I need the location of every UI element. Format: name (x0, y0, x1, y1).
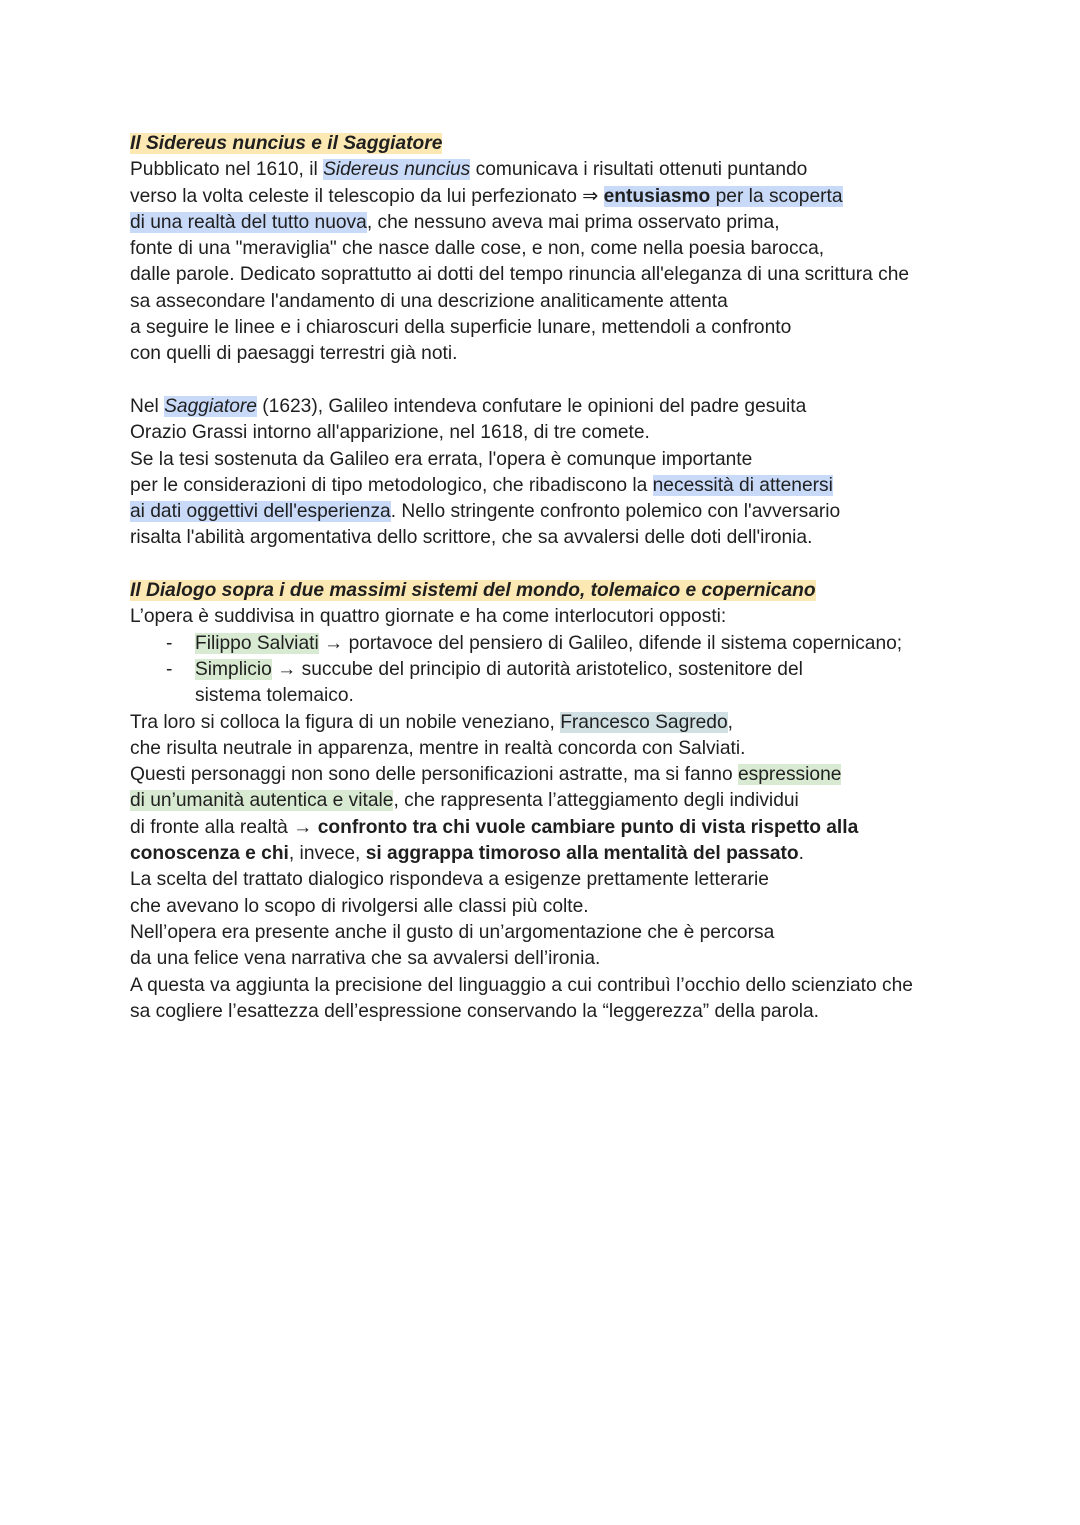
bullet-dash: - (166, 632, 173, 654)
highlight-dati-oggettivi: ai dati oggettivi dell'esperienza (130, 501, 391, 523)
paragraph-line: che risulta neutrale in apparenza, mentre in realtà concorda con Salviati. (130, 737, 746, 759)
highlight-necessita: necessità di attenersi (652, 474, 833, 496)
paragraph-line: L’opera è suddivisa in quattro giornate e ha come interlocutori opposti: (130, 606, 727, 628)
paragraph-line: da una felice vena narrativa che sa avvalersi dell’ironia. (130, 948, 601, 970)
highlight-umanita: di un’umanità autentica e vitale (130, 790, 394, 812)
paragraph-line: sa cogliere l’esattezza dell’espressione conservando la “leggerezza” della parola. (130, 1000, 820, 1022)
paragraph-line: La scelta del trattato dialogico rispondeva a esigenze prettamente letterarie (130, 869, 769, 891)
list-item: - Filippo Salviati → portavoce del pensiero di Galileo, difende il sistema copernicano; (130, 631, 960, 657)
highlight-sidereus-nuncius: Sidereus nuncius (323, 159, 471, 181)
paragraph-line: Questi personaggi non sono delle personificazioni astratte, ma si fanno espressione (130, 764, 842, 786)
paragraph-line: Tra loro si colloca la figura di un nobile veneziano, Francesco Sagredo, (130, 711, 733, 733)
paragraph-line: di una realtà del tutto nuova, che nessuno aveva mai prima osservato prima, (130, 211, 780, 233)
section-3-title: Il Dialogo sopra i due massimi sistemi del mondo, tolemaico e copernicano (130, 580, 816, 602)
paragraph-line: fonte di una "meraviglia" che nasce dalle cose, e non, come nella poesia barocca, (130, 238, 825, 260)
paragraph-line: sa assecondare l'andamento di una descrizione analiticamente attenta (130, 290, 728, 312)
paragraph-line: Nel Saggiatore (1623), Galileo intendeva confutare le opinioni del padre gesuita (130, 395, 807, 417)
highlight-salviati: Filippo Salviati (195, 632, 319, 654)
paragraph-line: verso la volta celeste il telescopio da lui perfezionato ⇒ entusiasmo per la scoperta (130, 185, 843, 207)
paragraph-line: Orazio Grassi intorno all'apparizione, nel 1618, di tre comete. (130, 422, 650, 444)
list-item: - Simplicio → succube del principio di autorità aristotelico, sostenitore del (130, 657, 960, 683)
paragraph-line: per le considerazioni di tipo metodologico, che ribadiscono la necessità di attenersi (130, 474, 833, 496)
highlight-espressione: espressione (737, 764, 842, 786)
highlight-realta-nuova: di una realtà del tutto nuova (130, 211, 367, 233)
document-body (130, 131, 960, 1025)
paragraph-line: conoscenza e chi, invece, si aggrappa timoroso alla mentalità del passato. (130, 843, 804, 865)
paragraph-line: Se la tesi sostenuta da Galileo era errata, l'opera è comunque importante (130, 448, 753, 470)
section-1-title-line (130, 131, 960, 157)
highlight-saggiatore: Saggiatore (164, 395, 257, 417)
paragraph-line: che avevano lo scopo di rivolgersi alle classi più colte. (130, 895, 589, 917)
list-item-continuation: sistema tolemaico. (195, 685, 354, 707)
paragraph-line: con quelli di paesaggi terrestri già noti. (130, 343, 458, 365)
paragraph-line: ai dati oggettivi dell'esperienza. Nello stringente confronto polemico con l'avversario (130, 501, 841, 523)
paragraph-line: di un’umanità autentica e vitale, che rappresenta l’atteggiamento degli individui (130, 790, 799, 812)
paragraph-line: dalle parole. Dedicato soprattutto ai dotti del tempo rinuncia all'eleganza di una scrittura che (130, 264, 910, 286)
paragraph-line: A questa va aggiunta la precisione del linguaggio a cui contribuì l’occhio dello scienziato che (130, 974, 913, 996)
bullet-dash: - (166, 658, 173, 680)
paragraph-line: a seguire le linee e i chiaroscuri della superficie lunare, mettendoli a confronto (130, 317, 792, 339)
highlight-sagredo: Francesco Sagredo (560, 711, 728, 733)
paragraph-line: Nell’opera era presente anche il gusto di un’argomentazione che è percorsa (130, 921, 775, 943)
highlight-entusiasmo: entusiasmo per la scoperta (603, 185, 843, 207)
paragraph-line: di fronte alla realtà → confronto tra chi vuole cambiare punto di vista rispetto alla (130, 816, 859, 838)
section-3-title-line (130, 578, 960, 604)
section-1-title: Il Sidereus nuncius e il Saggiatore (130, 133, 443, 154)
paragraph-line: Pubblicato nel 1610, il Sidereus nuncius comunicava i risultati ottenuti puntando (130, 159, 808, 181)
paragraph-line: risalta l'abilità argomentativa dello scrittore, che sa avvalersi delle doti dell'ironia. (130, 527, 813, 549)
highlight-simplicio: Simplicio (195, 658, 272, 680)
